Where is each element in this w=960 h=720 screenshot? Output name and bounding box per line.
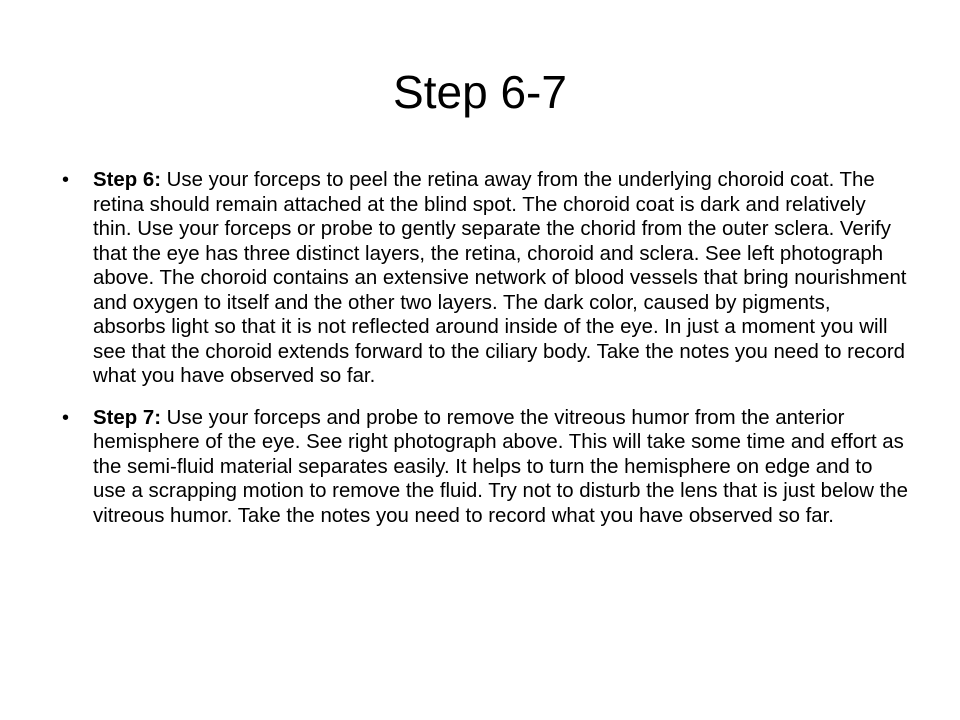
slide-title: Step 6-7	[393, 66, 567, 118]
bullet-list	[58, 168, 908, 545]
step-6-text: Use your forceps to peel the retina away from the underlying choroid coat. The retina should remain attached at the blind spot. The choroid coat is dark and relatively thin. Use your forceps or probe to gently separate the chorid from the outer sclera. Verify that the eye has three distinct layers, the retina, choroid and sclera. See left photograph above. The choroid contains an extensive network of blood vessels that bring nourishment and oxygen to itself and the other two layers. The dark color, caused by pigments, absorbs light so that it is not reflected around inside of the eye. In just a moment you will see that the choroid extends forward to the ciliary body. Take the notes you need to record what you have observed so far.	[93, 169, 907, 387]
bullet-item-step-7	[58, 406, 908, 529]
bullet-dot-icon: •	[62, 406, 70, 429]
step-7-label: Step 7:	[93, 406, 161, 429]
step-6-label: Step 6:	[93, 169, 161, 191]
step-7-text: Use your forceps and probe to remove the vitreous humor from the anterior hemisphere of the eye. See right photograph above. This will take some time and effort as the semi-fluid material separates easily. It helps to turn the hemisphere on edge and to use a scrapping motion to remove the fluid. Try not to disturb the lens that is just below the vitreous humor. Take the notes you need to record what you have observed so far.	[93, 406, 908, 527]
bullet-item-step-6	[58, 168, 908, 389]
bullet-dot-icon: •	[62, 169, 70, 191]
